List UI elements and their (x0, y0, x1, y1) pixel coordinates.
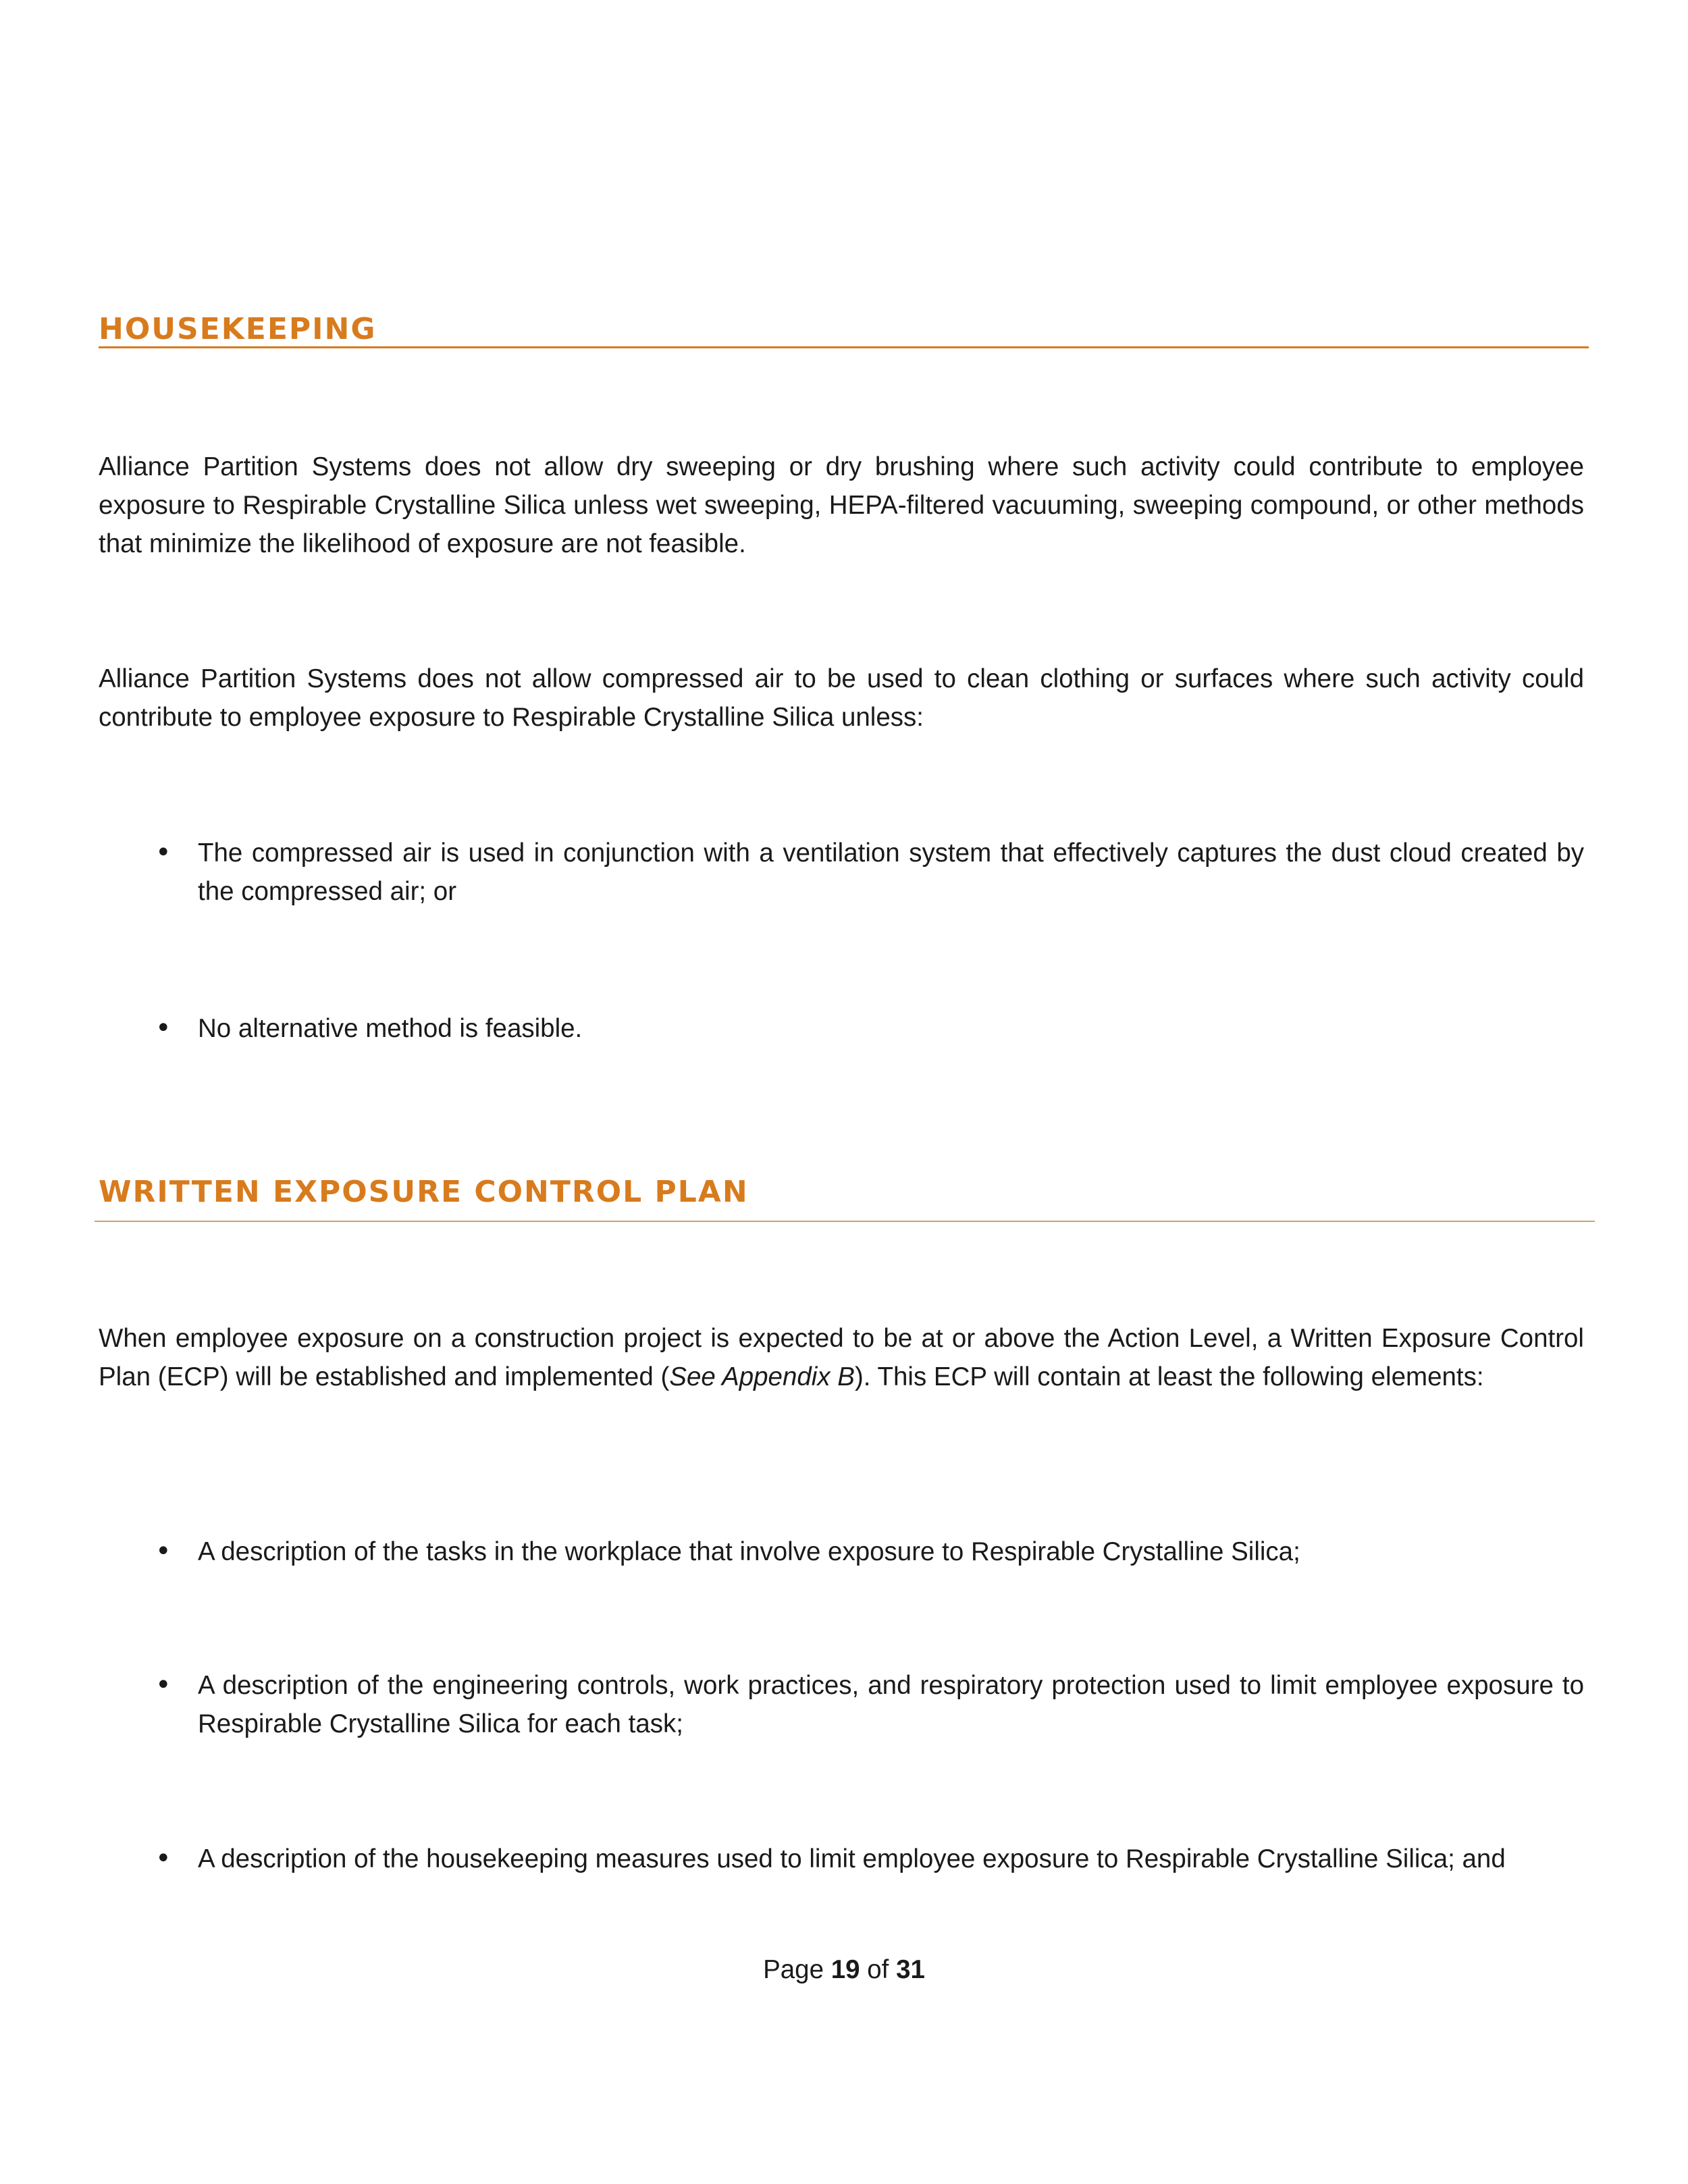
bullet-icon: • (155, 1843, 172, 1874)
section-heading-ecp: WRITTEN EXPOSURE CONTROL PLAN (99, 1175, 749, 1209)
bullet-icon: • (155, 1536, 172, 1567)
ecp-paragraph-text-end: ). This ECP will contain at least the following elements: (854, 1362, 1484, 1391)
appendix-reference: See Appendix B (669, 1362, 855, 1391)
ecp-paragraph-text-start: When employee exposure on a construction project is expected to be at or above the Action Level, a Written Exposure Control Plan (ECP) will be established and implemented ( (99, 1324, 1584, 1391)
list-item-text: A description of the housekeeping measures used to limit employee exposure to Respirable Crystalline Silica; and (198, 1844, 1506, 1873)
section-heading-housekeeping: HOUSEKEEPING (99, 312, 377, 346)
heading-underline (95, 1221, 1595, 1222)
list-item-text: A description of the tasks in the workplace that involve exposure to Respirable Crystalline Silica; (198, 1537, 1300, 1566)
page-label: Page (763, 1955, 824, 1984)
bullet-icon: • (155, 1670, 172, 1701)
list-item-text: A description of the engineering controls, work practices, and respiratory protection used to limit employee exposure to Respirable Crystalline Silica for each task; (198, 1671, 1584, 1738)
list-item-text: The compressed air is used in conjunction with a ventilation system that effectively captures the dust cloud created by the compressed air; or (198, 838, 1584, 906)
bullet-icon: • (155, 1013, 172, 1044)
page-footer (0, 1950, 1688, 1989)
bullet-icon: • (155, 837, 172, 868)
housekeeping-paragraph-1: Alliance Partition Systems does not allow dry sweeping or dry brushing where such activity could contribute to employee exposure to Respirable Crystalline Silica unless wet sweeping, HEPA-filtered vacuuming, sweeping compound, or other methods that minimize the likelihood of exposure are not feasible. (99, 452, 1584, 558)
total-pages-number: 31 (896, 1955, 925, 1984)
of-label: of (867, 1955, 889, 1984)
list-item-text: No alternative method is feasible. (198, 1014, 583, 1043)
heading-underline (99, 346, 1589, 348)
housekeeping-paragraph-2: Alliance Partition Systems does not allow compressed air to be used to clean clothing or surfaces where such activity could contribute to employee exposure to Respirable Crystalline Silica unless: (99, 664, 1584, 732)
current-page-number: 19 (830, 1955, 860, 1984)
ecp-paragraph (99, 1319, 1584, 1396)
